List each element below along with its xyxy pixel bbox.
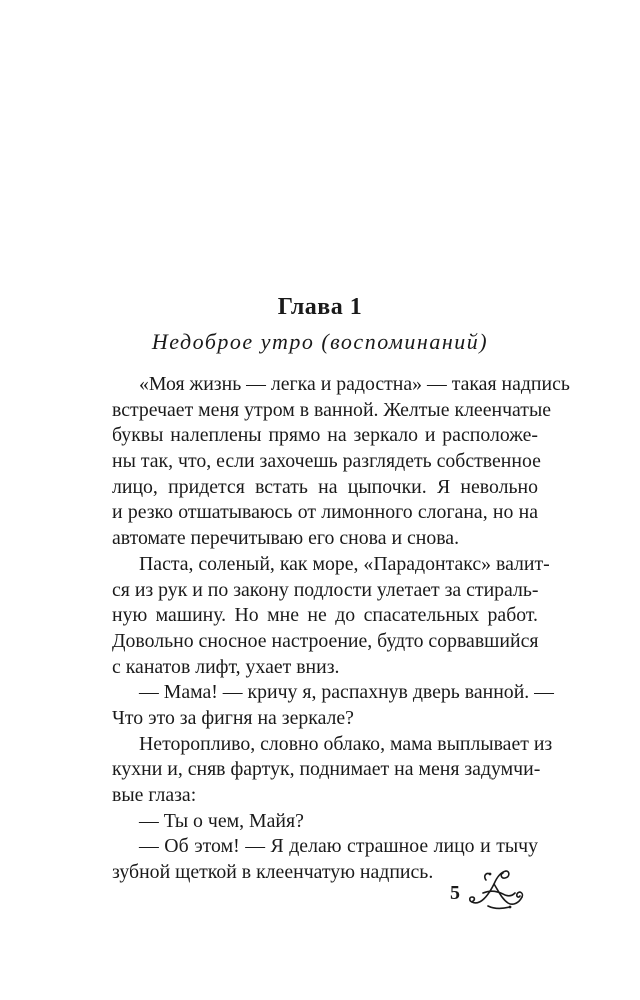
text-line: встречает меня утром в ванной. Желтые клеенчатые [112,398,552,421]
paragraph [112,680,554,731]
paragraph [112,809,538,835]
text-line: Что это за фигня на зеркале? [112,706,354,729]
text-line: Неторопливо, словно облако, мама выплывает из [139,732,553,755]
text-line: с канатов лифт, ухает вниз. [112,655,340,678]
text-line: автомате перечитываю его снова и снова. [112,527,460,550]
text-line: «Моя жизнь — легка и радостна» — такая надпись [139,373,570,395]
text-line: буквы налеплены прямо на зеркало и расположе- [112,424,538,447]
text-line: — Об этом! — Я делаю страшное лицо и тычу [139,835,538,858]
paragraph [112,372,570,552]
chapter-subtitle: Недоброе утро (воспоминаний) [151,329,489,354]
text-line: лицо, придется встать на цыпочки. Я невольно [112,475,538,498]
text-line: Паста, соленый, как море, «Парадонтакс» валит- [139,552,550,575]
text-line: — Ты о чем, Майя? [139,809,304,832]
text-line: Довольно сносное настроение, будто сорвавшийся [112,629,539,652]
paragraph [112,732,553,809]
page-number: 5 [450,882,460,904]
text-line: зубной щеткой в клеенчатую надпись. [112,861,434,884]
text-line: кухни и, сняв фартук, поднимает на меня задумчи- [112,758,541,781]
body-text [112,372,570,886]
chapter-title: Глава 1 [277,294,363,320]
text-line: ны так, что, если захочешь разглядеть собственное [112,450,541,473]
paragraph [112,552,550,680]
text-line: и резко отшатываюсь от лимонного слогана, но на [112,501,538,524]
text-line: ную машину. Но мне не до спасательных работ. [112,604,538,627]
ornament-icon [466,866,528,912]
text-line: ся из рук и по закону подлости улетает за стираль- [112,578,539,601]
text-line: вые глаза: [112,784,197,806]
text-line: — Мама! — кричу я, распахнув дверь ванной. — [139,681,554,704]
